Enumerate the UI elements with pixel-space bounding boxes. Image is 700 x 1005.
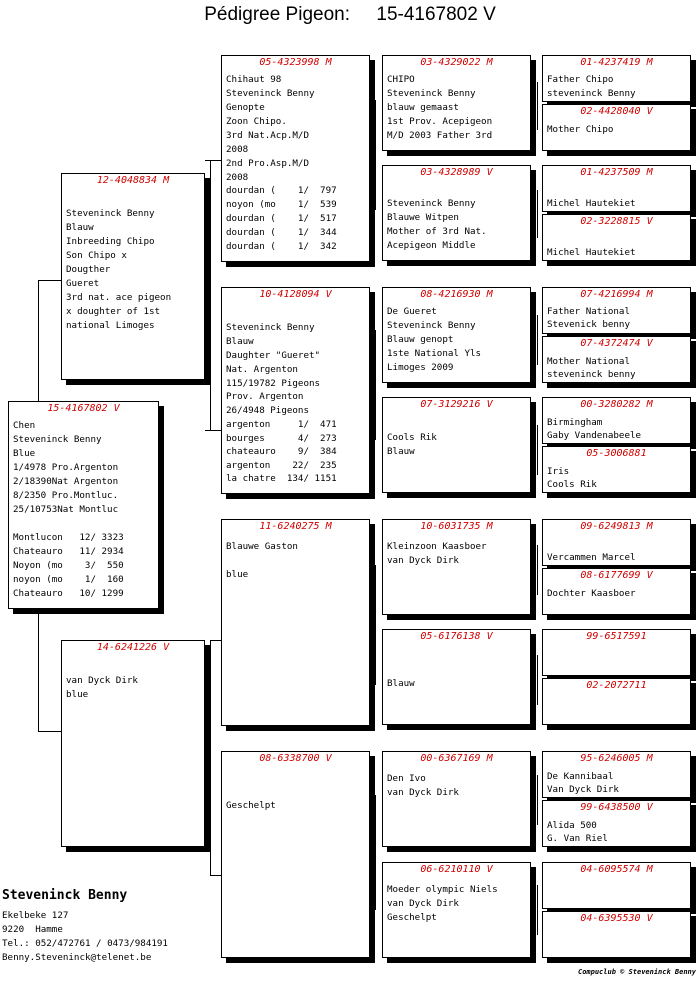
owner-name: Steveninck Benny — [2, 888, 128, 903]
owner-city: 9220 Hamme — [2, 924, 63, 935]
connector — [210, 875, 221, 876]
connector — [210, 640, 211, 875]
ring-number: 01-4237419 M — [580, 57, 653, 68]
footer-credit: Compuclub © Steveninck Benny — [577, 968, 696, 976]
card-line: chateauro 9/ 384 — [226, 446, 337, 457]
card-line: 1/4978 Pro.Argenton — [13, 462, 119, 473]
ring-number: 12-4048834 M — [96, 175, 170, 186]
card-line: blue — [66, 689, 89, 700]
mfm-card — [382, 629, 531, 725]
card-line: 25/10753Nat Montluc — [13, 504, 119, 515]
card-line: van Dyck Dirk — [387, 898, 459, 909]
card-line: Mother of 3rd Nat. — [387, 226, 487, 237]
ring-number: 00-3280282 M — [580, 399, 653, 410]
fmm-card — [382, 397, 531, 493]
card-line: Nat. Argenton — [226, 364, 298, 375]
card-line: Blauwe Witpen — [387, 212, 459, 223]
card-line: Zoon Chipo. — [226, 116, 287, 127]
connector — [537, 82, 538, 130]
g4-card — [542, 165, 691, 212]
g4-card — [542, 397, 691, 444]
card-line: 1st Prov. Acepigeon — [387, 116, 493, 127]
owner-phone: Tel.: 052/472761 / 0473/984191 — [2, 938, 168, 949]
card-line: Prov. Argenton — [226, 391, 304, 402]
card-line: M/D 2003 Father 3rd — [387, 130, 493, 141]
card-line: Gaby Vandenabeele — [547, 430, 642, 441]
card-line: Iris — [547, 466, 570, 477]
connector — [375, 795, 376, 910]
card-line: Blauwe Gaston — [226, 541, 298, 552]
ring-number: 02-3228815 V — [580, 216, 653, 227]
card-line: Stevenick benny — [547, 319, 630, 330]
mmm-card — [382, 862, 531, 958]
card-line: Limoges 2009 — [387, 362, 454, 373]
ring-number: 02-2072711 — [586, 680, 647, 691]
card-line: Steveninck Benny — [66, 208, 155, 219]
card-line: 2008 — [226, 172, 249, 183]
ring-number: 08-6338700 V — [259, 753, 332, 764]
connector — [537, 315, 538, 365]
card-line: 115/19782 Pigeons — [226, 378, 321, 389]
card-line: Genopte — [226, 102, 265, 113]
mmf-card — [382, 751, 531, 847]
fmf-card — [382, 287, 531, 383]
mm-card — [221, 751, 370, 958]
card-line: Vercammen Marcel — [547, 552, 636, 563]
card-line: Daughter "Gueret" — [226, 350, 321, 361]
g4-card — [542, 568, 691, 615]
card-line: noyon (mo 1/ 160 — [13, 574, 124, 585]
ring-number: 08-6177699 V — [580, 570, 653, 581]
card-line: dourdan ( 1/ 517 — [226, 213, 337, 224]
card-line: Inbreeding Chipo — [66, 236, 155, 247]
card-line: 3rd Nat.Acp.M/D — [226, 130, 309, 141]
card-line: Geschelpt — [226, 800, 276, 811]
card-line: steveninck Benny — [547, 88, 636, 99]
ring-number: 03-4329022 M — [420, 57, 493, 68]
card-line: Blauw — [387, 446, 415, 457]
card-line: Chateauro 10/ 1299 — [13, 588, 124, 599]
card-line: Noyon (mo 3/ 550 — [13, 560, 124, 571]
card-line: Michel Hautekiet — [547, 247, 636, 258]
g4-card — [542, 751, 691, 798]
card-line: 8/2350 Pro.Montluc. — [13, 490, 119, 501]
card-line: Blauw — [387, 678, 415, 689]
ring-number: 15-4167802 V — [47, 403, 120, 414]
ring-number: 05-4323998 M — [259, 57, 332, 68]
card-line: Geschelpt — [387, 912, 437, 923]
fff-card — [382, 55, 531, 151]
father-card — [61, 173, 205, 380]
card-line: Cools Rik — [387, 432, 437, 443]
card-line: van Dyck Dirk — [66, 675, 138, 686]
mf-card — [221, 519, 370, 726]
connector — [38, 731, 61, 732]
card-line: bourges 4/ 273 — [226, 433, 337, 444]
owner-address: Ekelbeke 127 — [2, 910, 69, 921]
card-line: Mother National — [547, 356, 630, 367]
card-line: CHIPO — [387, 74, 415, 85]
card-line: Steveninck Benny — [387, 198, 476, 209]
card-line: 26/4948 Pigeons — [226, 405, 309, 416]
ffm-card — [382, 165, 531, 261]
card-line: argenton 1/ 471 — [226, 419, 337, 430]
ring-number: 01-4237509 M — [580, 167, 653, 178]
g4-card — [542, 629, 691, 676]
ring-number: 99-6438500 V — [580, 802, 653, 813]
card-line: Father National — [547, 306, 630, 317]
card-line: 2008 — [226, 144, 249, 155]
g4-card — [542, 519, 691, 566]
owner-block — [2, 888, 168, 965]
card-line: Moeder olympic Niels — [387, 884, 498, 895]
card-line: la chatre 134/ 1151 — [226, 473, 337, 484]
card-line: De Kannibaal — [547, 771, 614, 782]
connector — [210, 160, 211, 430]
card-line: Steveninck Benny — [226, 88, 315, 99]
connector — [375, 330, 376, 440]
card-line: Dougther — [66, 264, 111, 275]
card-line: Alida 500 — [547, 820, 597, 831]
connector — [375, 100, 376, 210]
card-line: Cools Rik — [547, 479, 597, 490]
ring-number: 99-6517591 — [586, 631, 647, 642]
g4-card — [542, 446, 691, 493]
g4-card — [542, 862, 691, 909]
connector — [537, 545, 538, 595]
card-line: van Dyck Dirk — [387, 787, 459, 798]
card-line: dourdan ( 1/ 797 — [226, 185, 337, 196]
card-line: Blauw — [66, 222, 94, 233]
g4-card — [542, 911, 691, 958]
card-line: Steveninck Benny — [226, 322, 315, 333]
ring-number: 04-6395530 V — [580, 913, 653, 924]
mff-card — [382, 519, 531, 615]
card-line: Blue — [13, 448, 36, 459]
card-line: Chen — [13, 420, 36, 431]
card-line: Chihaut 98 — [226, 74, 282, 85]
connector — [537, 885, 538, 935]
ring-number: 07-4372474 V — [580, 338, 653, 349]
g4-card — [542, 55, 691, 102]
ring-number: 04-6095574 M — [580, 864, 653, 875]
page-title: Pédigree Pigeon: 15-4167802 V — [204, 4, 496, 25]
fm-card — [221, 287, 370, 494]
card-line: Father Chipo — [547, 74, 614, 85]
ring-number: 05-3006881 — [586, 448, 647, 459]
card-line: Michel Hautekiet — [547, 198, 636, 209]
card-line: steveninck benny — [547, 369, 636, 380]
card-line: Steveninck Benny — [13, 434, 102, 445]
ring-number: 08-4216930 M — [420, 289, 493, 300]
ring-number: 03-4328989 V — [420, 167, 493, 178]
owner-email[interactable]: Benny.Steveninck@telenet.be — [2, 952, 152, 963]
card-line: Son Chipo x — [66, 250, 127, 261]
card-line: 1ste National Yls — [387, 348, 482, 359]
connector — [537, 655, 538, 705]
card-line: argenton 22/ 235 — [226, 460, 337, 471]
g4-card — [542, 800, 691, 847]
connector — [38, 609, 39, 731]
card-line: blauw gemaast — [387, 102, 459, 113]
ring-number: 11-6240275 M — [259, 521, 332, 532]
connector — [38, 280, 39, 401]
connector — [537, 190, 538, 238]
ring-number: 02-4428040 V — [580, 106, 653, 117]
connector — [537, 775, 538, 825]
card-line: Birmingham — [547, 417, 603, 428]
card-line: De Gueret — [387, 306, 437, 317]
card-line: Van Dyck Dirk — [547, 784, 619, 795]
ring-number: 07-3129216 V — [420, 399, 493, 410]
card-line: Montlucon 12/ 3323 — [13, 532, 124, 543]
card-line: Den Ivo — [387, 773, 426, 784]
g4-card — [542, 104, 691, 151]
card-line: x doughter of 1st — [66, 306, 161, 317]
card-line: dourdan ( 1/ 342 — [226, 241, 337, 252]
ff-card — [221, 55, 370, 262]
card-line: G. Van Riel — [547, 833, 608, 844]
card-line: Blauw — [226, 336, 254, 347]
connector — [537, 425, 538, 475]
connector — [38, 280, 61, 281]
g4-card — [542, 214, 691, 261]
g4-card — [542, 336, 691, 383]
card-line: 2nd Pro.Asp.M/D — [226, 158, 309, 169]
card-line: 2/18390Nat Argenton — [13, 476, 119, 487]
ring-number: 09-6249813 M — [580, 521, 653, 532]
ring-number: 07-4216994 M — [580, 289, 653, 300]
card-line: blue — [226, 569, 249, 580]
card-line: Dochter Kaasboer — [547, 588, 636, 599]
card-line: 3rd nat. ace pigeon — [66, 292, 172, 303]
connector — [210, 640, 221, 641]
card-line: van Dyck Dirk — [387, 555, 459, 566]
connector — [205, 430, 221, 431]
ring-number: 14-6241226 V — [96, 642, 170, 653]
ring-number: 05-6176138 V — [420, 631, 493, 642]
card-line: Gueret — [66, 278, 100, 289]
card-line: Chateauro 11/ 2934 — [13, 546, 124, 557]
g4-card — [542, 678, 691, 725]
card-line: Blauw genopt — [387, 334, 454, 345]
ring-number: 95-6246005 M — [580, 753, 653, 764]
ring-number: 00-6367169 M — [420, 753, 493, 764]
card-line: Kleinzoon Kaasboer — [387, 541, 487, 552]
g4-card — [542, 287, 691, 334]
card-line: Steveninck Benny — [387, 320, 476, 331]
card-line: Mother Chipo — [547, 124, 614, 135]
ring-number: 10-6031735 M — [420, 521, 493, 532]
card-line: Steveninck Benny — [387, 88, 476, 99]
connector — [375, 565, 376, 685]
mother-card — [61, 640, 205, 847]
card-line: Acepigeon Middle — [387, 240, 476, 251]
ring-number: 06-6210110 V — [420, 864, 493, 875]
subject-card — [8, 401, 159, 609]
card-line: national Limoges — [66, 320, 155, 331]
connector — [205, 160, 221, 161]
card-line: noyon (mo 1/ 539 — [226, 199, 337, 210]
ring-number: 10-4128094 V — [259, 289, 332, 300]
card-line: dourdan ( 1/ 344 — [226, 227, 337, 238]
